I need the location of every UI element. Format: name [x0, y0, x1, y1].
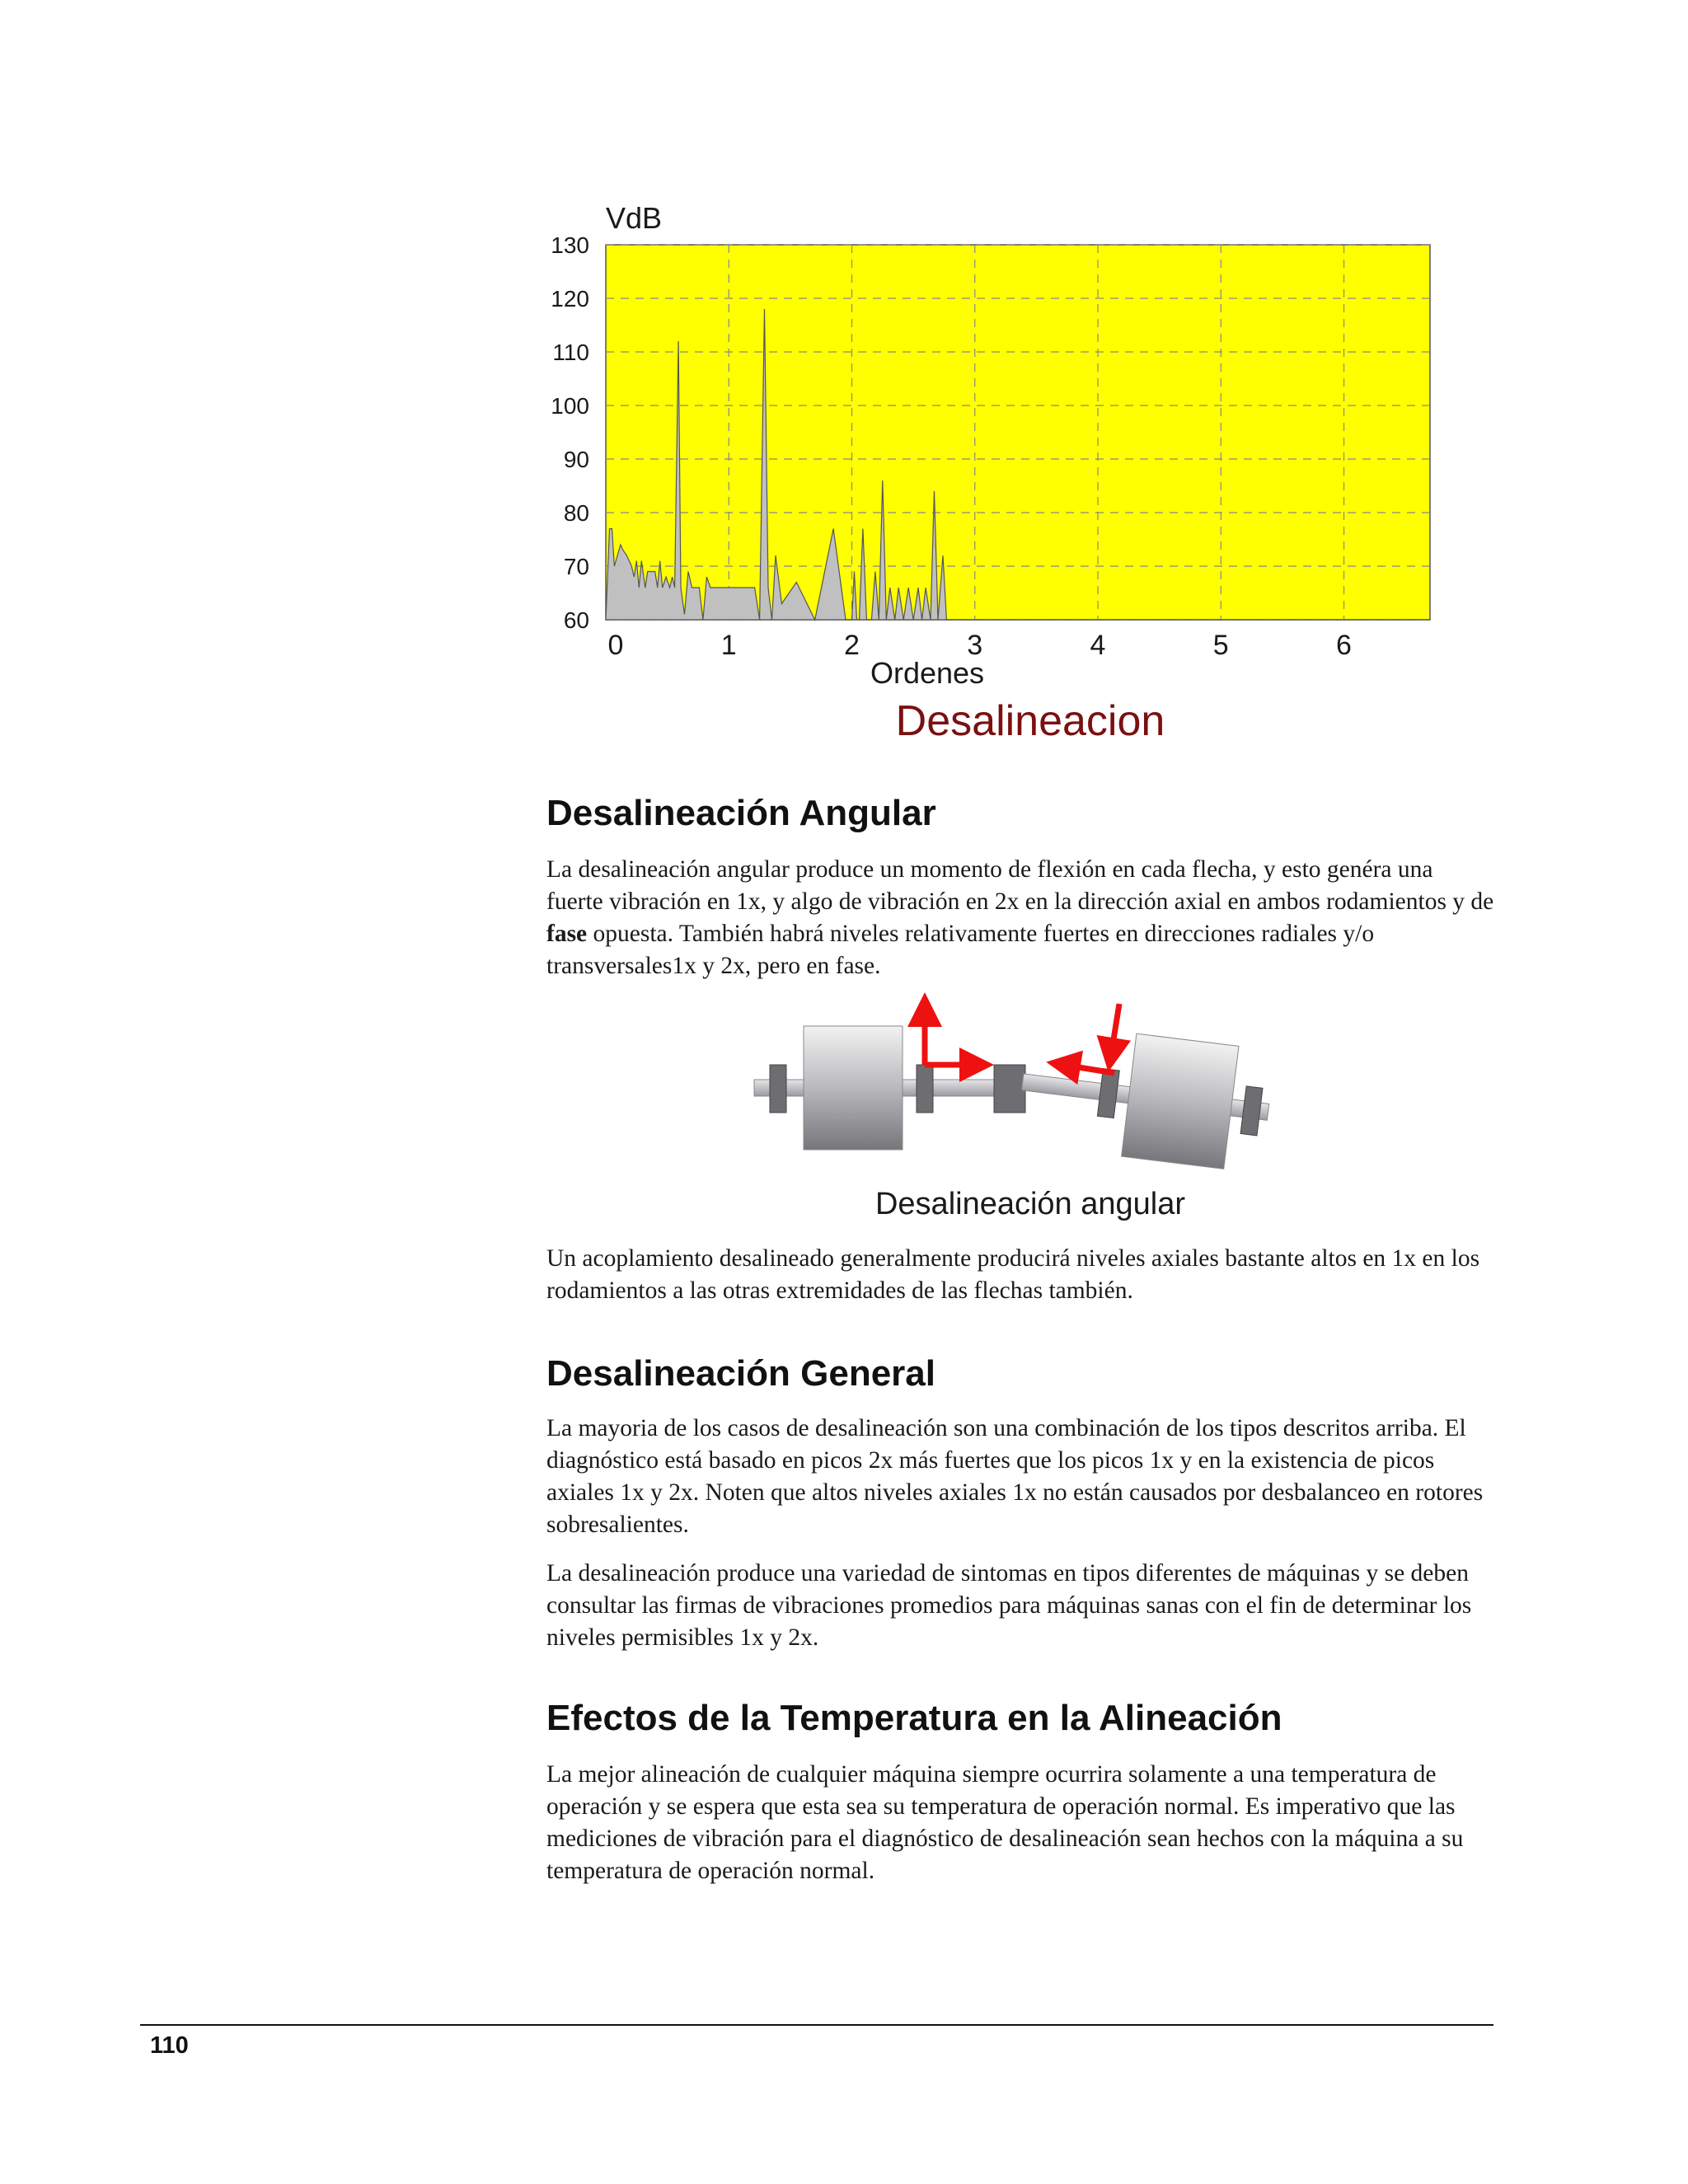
footer-rule [140, 2024, 1493, 2026]
y-tick-label: 80 [563, 500, 589, 526]
y-tick-label: 130 [551, 232, 589, 258]
spectrum-chart-svg [528, 194, 1484, 688]
y-tick-label: 60 [563, 607, 589, 633]
arrow-down-icon [1111, 1004, 1119, 1055]
coupling-half-left [994, 1065, 1025, 1113]
page-number: 110 [150, 2032, 189, 2059]
section-title-temperature: Efectos de la Temperatura en la Alineación [546, 1698, 1282, 1738]
x-tick-label: 2 [844, 630, 860, 661]
chart-caption: Desalineacion [895, 697, 1165, 745]
paragraph-angular-1-part-a: La desalineación angular produce un momento de flexión en cada flecha, y esto genéra una fuerte vibración en 1x, y algo de vibración en 2x en la dirección axial en ambos rodamientos y de [546, 856, 1494, 915]
paragraph-angular-1 [546, 854, 1494, 982]
paragraph-angular-1-part-b: opuesta. También habrá niveles relativamente fuertes en direcciones radiales y/o transversales1x y 2x, pero en fase. [546, 921, 1375, 979]
term-fase: fase [546, 921, 588, 947]
right-bearing-inner [1097, 1069, 1119, 1118]
x-tick-label: 4 [1090, 630, 1106, 661]
paragraph-general-1: La mayoria de los casos de desalineación son una combinación de los tipos descritos arriba. El diagnóstico está basado en picos 2x más fuertes que los picos 1x y en la existencia de picos axiales 1x y 2x. Noten que altos niveles axiales 1x no están causados por desbalanceo en rotores sobresalientes. [546, 1415, 1484, 1538]
x-tick-label: 6 [1336, 630, 1352, 661]
x-tick-label: 5 [1212, 630, 1229, 661]
left-rotor [804, 1026, 903, 1150]
right-shaft-assembly [1015, 1020, 1276, 1173]
right-bearing-outer [1240, 1086, 1263, 1136]
x-tick-label: 1 [720, 630, 737, 661]
y-tick-label: 110 [552, 340, 589, 365]
left-bearing-inner [917, 1065, 933, 1113]
left-bearing-outer [770, 1065, 786, 1113]
y-axis-label: VdB [606, 201, 663, 235]
spectrum-chart [528, 194, 1484, 762]
paragraph-temperature-1: La mejor alineación de cualquier máquina siempre ocurrira solamente a una temperatura de operación y se espera que esta sea su temperatura de operación normal. Es imperativo que las mediciones de vibración para el diagnóstico de desalineación sean hechos con la máquina a su temperatura de operación normal. [546, 1761, 1464, 1884]
force-arrows [925, 1004, 1119, 1073]
section-title-general: Desalineación General [546, 1353, 935, 1394]
y-tick-label: 120 [551, 286, 589, 312]
left-shaft-assembly [754, 1026, 1025, 1150]
y-tick-label: 90 [563, 447, 589, 472]
paragraph-angular-2: Un acoplamiento desalineado generalmente producirá niveles axiales bastante altos en 1x en los rodamientos a las otras extremidades de las flechas también. [546, 1245, 1480, 1304]
x-tick-label: 0 [607, 630, 624, 661]
right-rotor [1122, 1033, 1239, 1169]
figure-caption: Desalineación angular [874, 1187, 1186, 1221]
y-tick-label: 100 [551, 393, 589, 419]
section-title-angular: Desalineación Angular [546, 793, 936, 833]
paragraph-general-2: La desalineación produce una variedad de sintomas en tipos diferentes de máquinas y se deben consultar las firmas de vibraciones promedios para máquinas sanas con el fin de determinar los niveles permisibles 1x y 2x. [546, 1560, 1472, 1651]
angular-misalignment-figure [725, 989, 1335, 1187]
y-tick-label: 70 [563, 554, 589, 579]
arrow-left-icon [1063, 1065, 1114, 1073]
plot-area [606, 245, 1430, 620]
x-tick-label: 3 [967, 630, 983, 661]
x-axis-label: Ordenes [870, 656, 985, 688]
